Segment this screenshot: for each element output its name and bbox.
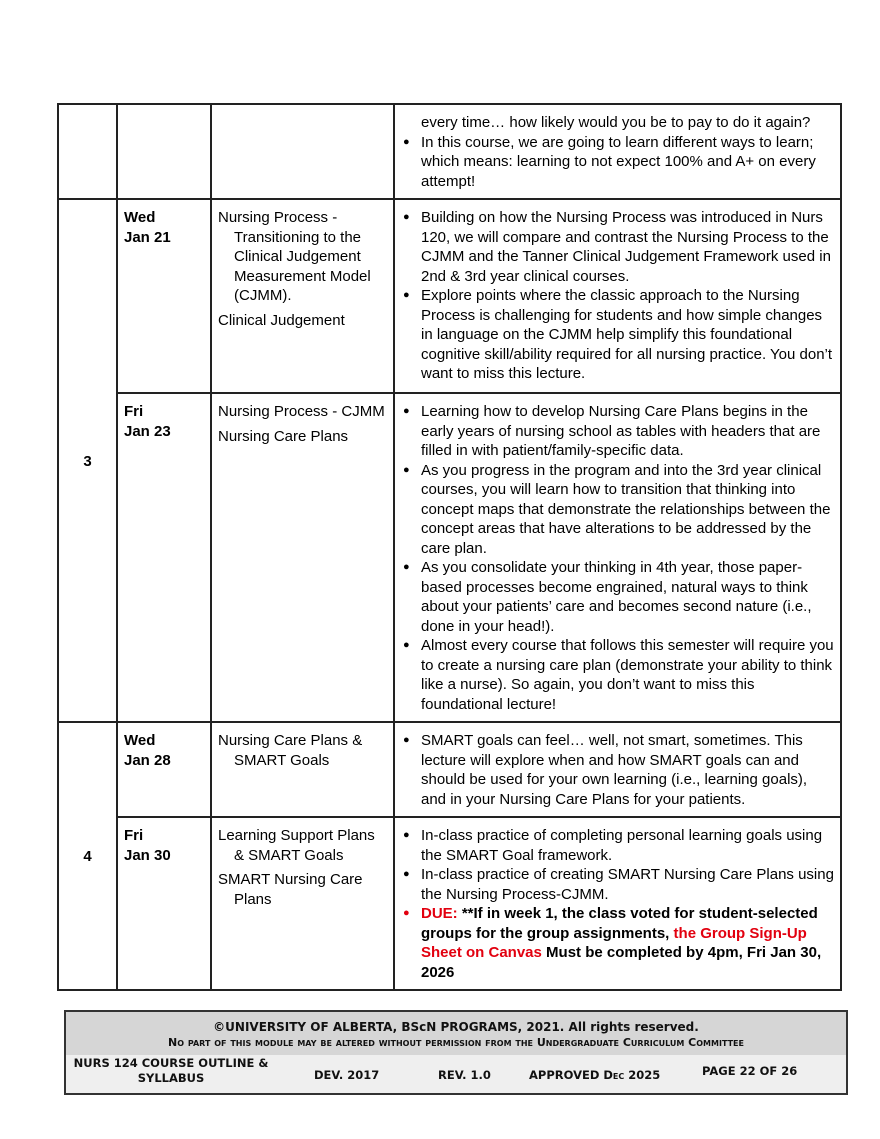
bullet-item: ● In-class practice of completing personal learning goals using the SMART Goal framework.: [401, 826, 834, 865]
date-label: Jan 21: [124, 228, 171, 246]
topic: Learning Support Plans & SMART Goals: [218, 827, 375, 864]
page-number: PAGE 22 OF 26: [702, 1064, 798, 1078]
week-number: 4: [58, 722, 117, 990]
approved-date: Dec 2025: [603, 1068, 661, 1082]
bullet-item: every time… how likely would you be to pay to do it again?: [421, 114, 811, 131]
bullet-item: ● Explore points where the classic approach to the Nursing Process is challenging for students and how simple changes in language on the CJMM help simplify this foundational cognitive skill/ability required for all nursing practice. You don’t want to miss this lecture.: [401, 286, 834, 384]
description-cell: [394, 199, 841, 393]
course-schedule-table: [57, 103, 842, 991]
bullet-item: ● SMART goals can feel… well, not smart, sometimes. This lecture will explore when and how SMART goals can and should be used for your own learning (i.e., learning goals), and in your Nursing Care Plans for your patients.: [401, 731, 834, 809]
day-label: Fri: [124, 403, 144, 420]
bullet-item: ● Learning how to develop Nursing Care Plans begins in the early years of nursing school as tables with headers that are filled in with patient/family-specific data.: [401, 402, 834, 461]
week-number: 3: [58, 199, 117, 722]
footer-meta-band: [66, 1055, 846, 1093]
topic-cell: [211, 817, 394, 990]
description-cell: [394, 393, 841, 722]
topic: Clinical Judgement: [218, 311, 345, 329]
day-label: Wed: [124, 732, 156, 749]
bullet-item: ● Almost every course that follows this semester will require you to create a nursing care plan (demonstrate your ability to think like a nurse). So again, you don’t want to miss this foundational lecture!: [401, 636, 834, 714]
date-cell: [117, 199, 211, 393]
bullet-item: ● In this course, we are going to learn different ways to learn; which means: learning to not expect 100% and A+ on every attempt!: [401, 133, 834, 192]
course-title: NURS 124 COURSE OUTLINE & SYLLABUS: [73, 1056, 269, 1085]
copyright-notice: ©UNIVERSITY OF ALBERTA, BScN PROGRAMS, 2021. All rights reserved.: [213, 1020, 699, 1034]
day-label: Fri: [124, 827, 144, 844]
description-cell: [394, 722, 841, 817]
topic: Nursing Process - CJMM: [218, 403, 385, 420]
approved-label: APPROVED: [529, 1068, 604, 1082]
topic: SMART Nursing Care Plans: [218, 871, 363, 908]
alteration-notice: No part of this module may be altered without permission from the Undergraduate Curriculum Committee: [168, 1036, 744, 1049]
date-label: Jan 23: [124, 422, 171, 440]
week-cell: [58, 104, 117, 199]
revision: REV. 1.0: [438, 1068, 491, 1082]
bullet-item: ● In-class practice of creating SMART Nursing Care Plans using the Nursing Process-CJMM.: [401, 865, 834, 904]
date-cell: [117, 393, 211, 722]
topic: Nursing Care Plans: [218, 427, 349, 445]
topic-cell: [211, 199, 394, 393]
schedule-row-fri-jan-30: [58, 817, 841, 990]
due-label: DUE:: [421, 905, 458, 922]
date-cell: [117, 817, 211, 990]
topic-cell: [211, 393, 394, 722]
schedule-row-wed-jan-28: [58, 722, 841, 817]
schedule-row-fri-jan-23: [58, 393, 841, 722]
topic: Nursing Process - Transitioning to the Clinical Judgement Measurement Model (CJMM).: [218, 209, 371, 304]
date-cell: [117, 104, 211, 199]
due-notice: [401, 904, 834, 982]
date-label: Jan 30: [124, 846, 171, 864]
topic-cell: [211, 722, 394, 817]
date-cell: [117, 722, 211, 817]
dev-year: DEV. 2017: [314, 1068, 380, 1082]
description-cell: [394, 104, 841, 199]
description-cell: [394, 817, 841, 990]
bullet-item: ● Building on how the Nursing Process was introduced in Nurs 120, we will compare and contrast the Nursing Process to the CJMM and the Tanner Clinical Judgement Framework used in 2nd & 3rd year clinical courses.: [401, 208, 834, 286]
topic: Nursing Care Plans & SMART Goals: [218, 732, 363, 769]
due-text: **If in week 1, the class voted for student-selected groups for the group assignments,: [421, 905, 818, 942]
approval: [529, 1068, 660, 1082]
bullet-item: ● As you consolidate your thinking in 4th year, those paper-based processes become engrained, natural ways to think about your patients’ care and becomes second nature (i.e., done in your head!).: [401, 558, 834, 636]
footer-copyright-band: [66, 1012, 846, 1055]
group-signup-sheet-reference: the Group Sign-Up Sheet on Canvas: [421, 924, 807, 961]
page-footer: [64, 1010, 848, 1095]
due-deadline: Must be completed by 4pm, Fri Jan 30, 2026: [421, 944, 822, 981]
schedule-row-wed-jan-21: [58, 199, 841, 393]
day-label: Wed: [124, 209, 156, 226]
bullet-item: ● As you progress in the program and into the 3rd year clinical courses, you will learn how to transition that thinking into concept maps that demonstrate the relationships between the concept areas that have alterations to be addressed by the care plan.: [401, 461, 834, 559]
topic-cell: [211, 104, 394, 199]
schedule-row-continued: [58, 104, 841, 199]
date-label: Jan 28: [124, 751, 171, 769]
